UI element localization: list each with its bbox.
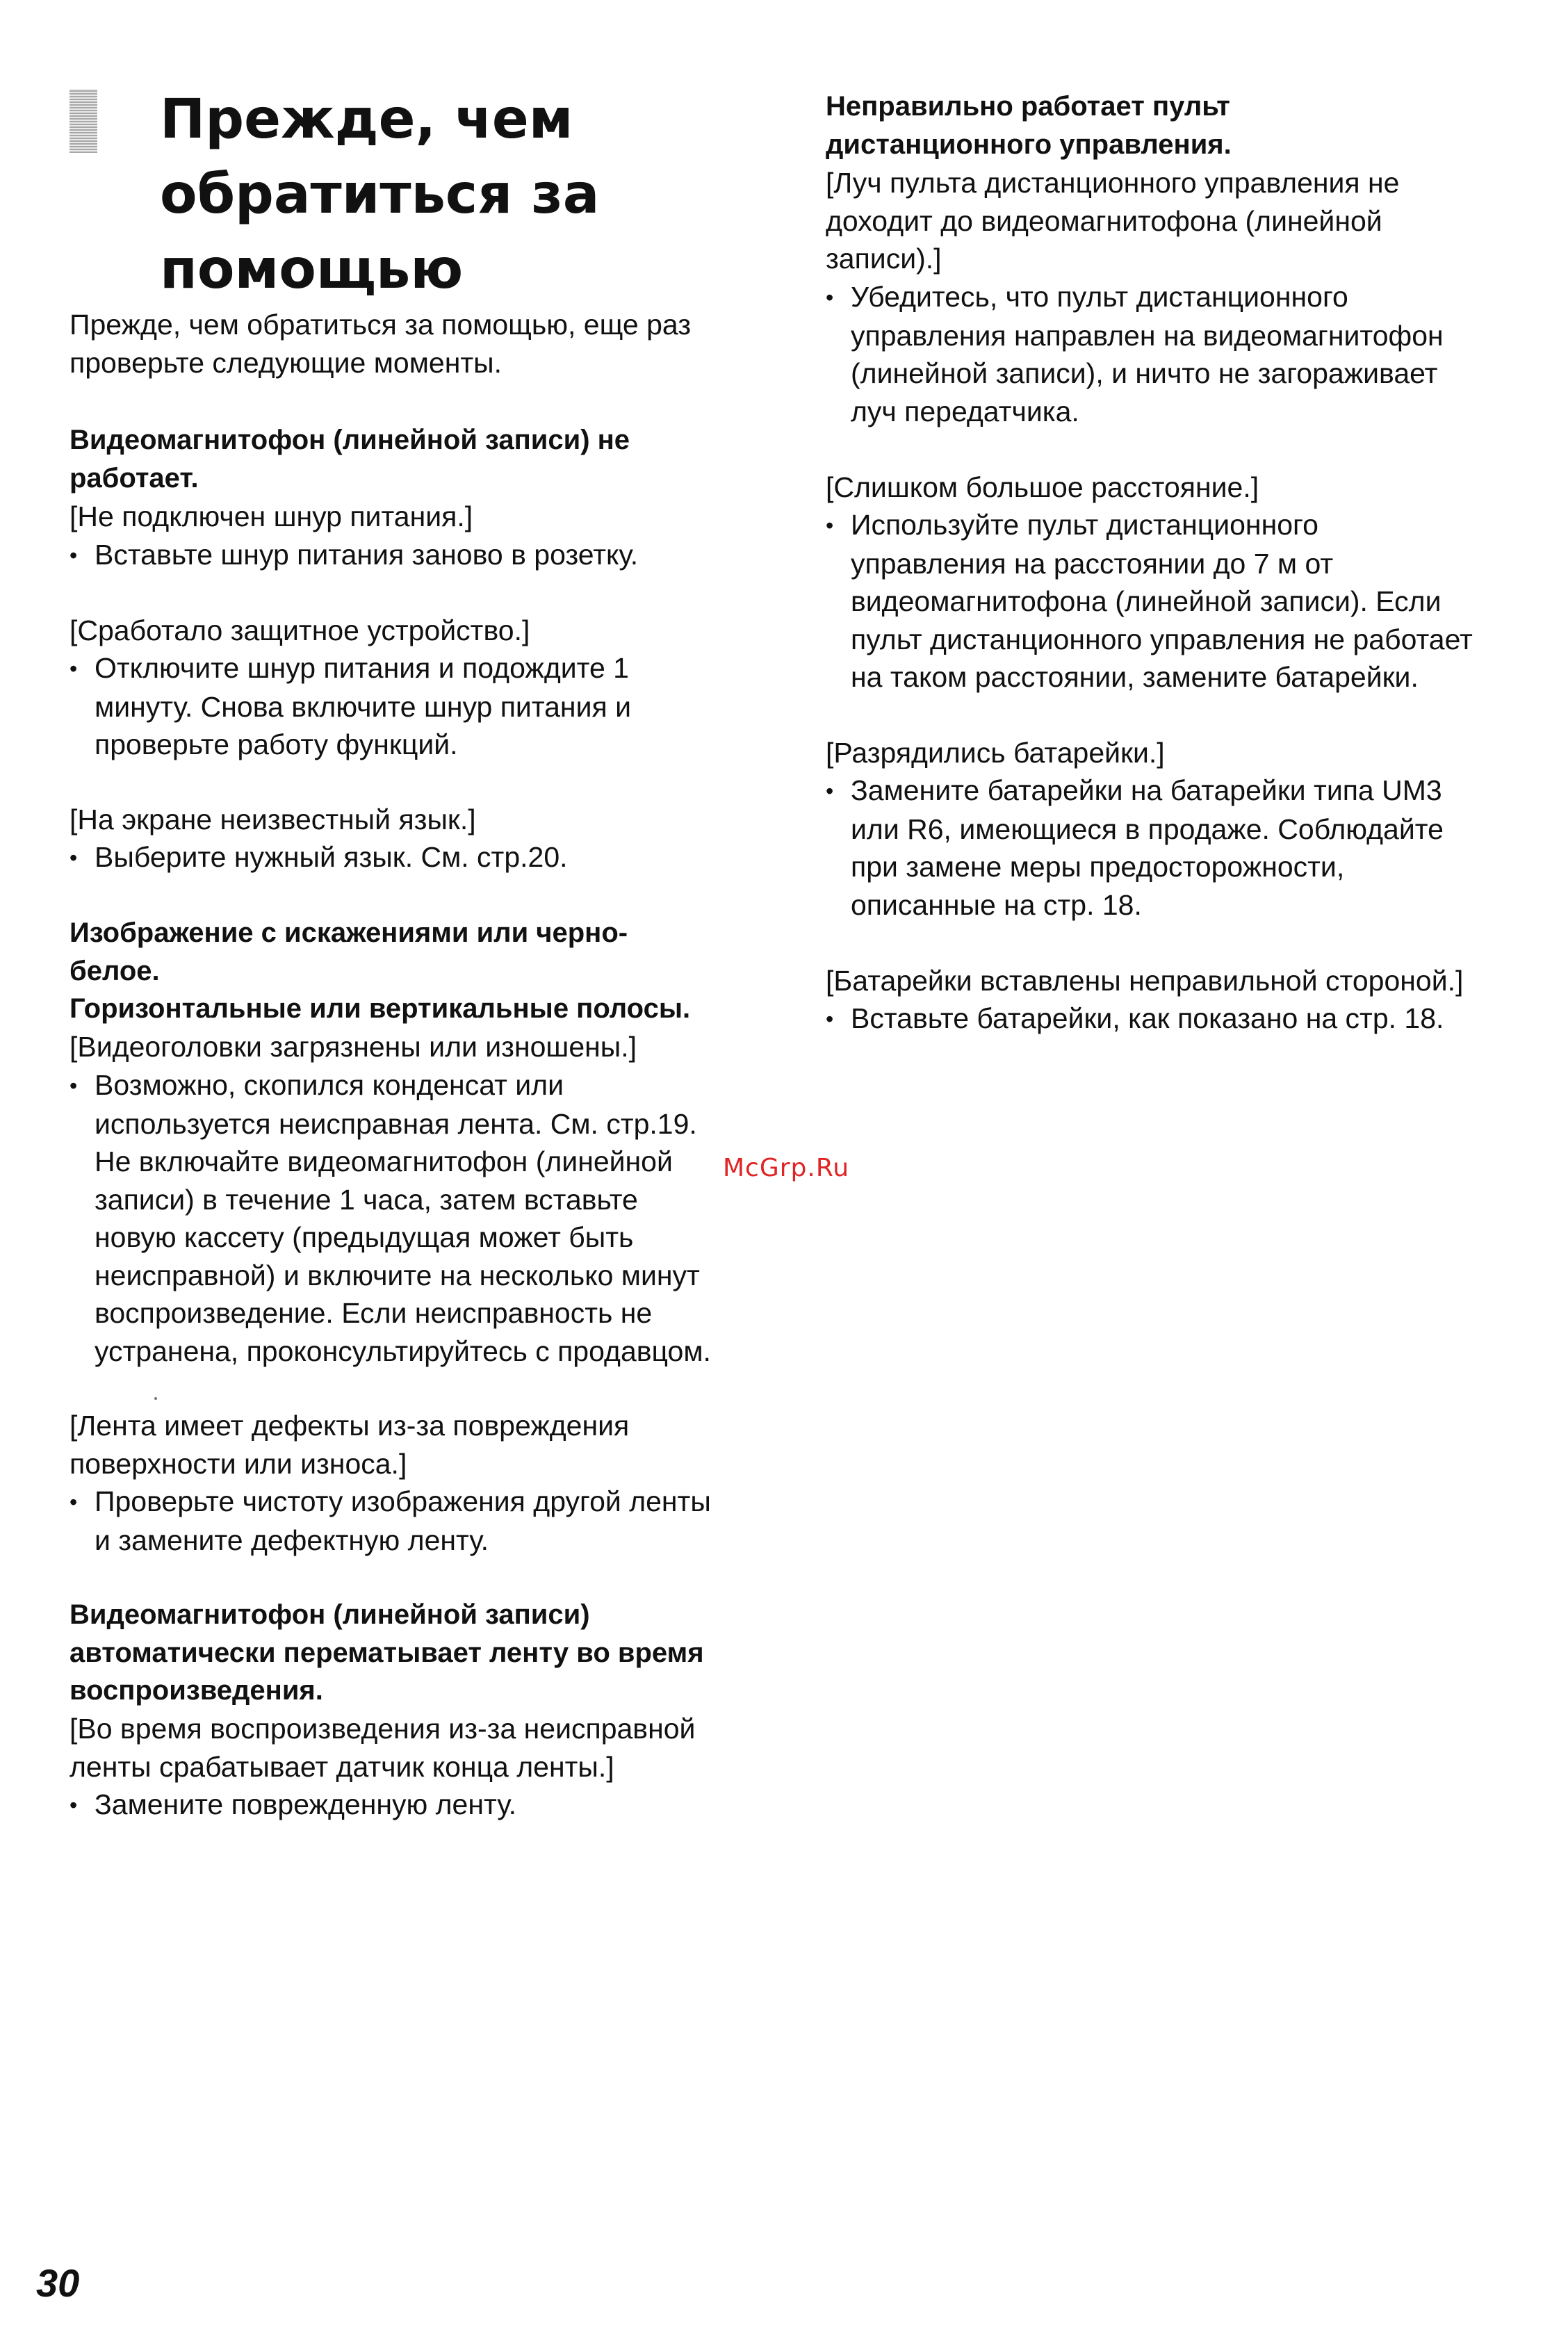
heading-line: воспроизведения. — [70, 1675, 323, 1706]
section-marker-icon — [70, 89, 97, 153]
remedy-line: пульт дистанционного управления не работает — [851, 623, 1473, 655]
heading-line: работает. — [70, 462, 199, 494]
bullet-icon: • — [70, 1490, 78, 1515]
cause-text: [Батарейки вставлены неправильной стороной.] — [826, 965, 1464, 997]
intro-line: проверьте следующие моменты. — [70, 346, 502, 379]
intro-text — [70, 306, 691, 382]
bullet-icon: • — [70, 845, 78, 870]
cause-text: [Разрядились батарейки.] — [826, 737, 1165, 769]
cause-line: [Во время воспроизведения из-за неисправной — [70, 1713, 696, 1745]
cause-line: ленты срабатывает датчик конца ленты.] — [70, 1750, 614, 1783]
remedy-line: устранена, проконсультируйтесь с продавцом. — [95, 1335, 711, 1367]
remedy-line: Замените поврежденную ленту. — [95, 1788, 517, 1820]
remedy-line: описанные на стр. 18. — [851, 888, 1142, 921]
remedy-line: проверьте работу функций. — [95, 728, 458, 760]
cause-line: [Лента имеет дефекты из-за повреждения — [70, 1410, 630, 1442]
cause-line: [Луч пульта дистанционного управления не — [826, 167, 1400, 199]
cause-text: [Сработало защитное устройство.] — [70, 614, 530, 646]
bullet-icon: • — [70, 656, 78, 681]
section-heading-remote-control — [826, 88, 1232, 163]
remedy-item — [70, 536, 638, 575]
cause-line: поверхности или износа.] — [70, 1447, 407, 1480]
remedy-line: новую кассету (предыдущая может быть — [95, 1221, 634, 1253]
scan-speck — [154, 1397, 157, 1400]
remedy-line: луч передатчика. — [851, 395, 1079, 427]
remedy-item — [826, 1000, 1444, 1038]
remedy-line: Не включайте видеомагнитофон (линейной — [95, 1145, 673, 1177]
remedy-line: Убедитесь, что пульт дистанционного — [851, 281, 1348, 313]
heading-line: белое. — [70, 955, 160, 986]
remedy-item — [826, 772, 1444, 924]
remedy-line: Выберите нужный язык. См. стр.20. — [95, 841, 568, 873]
page-title — [160, 82, 758, 307]
remedy-line: Вставьте шнур питания заново в розетку. — [95, 539, 639, 571]
intro-line: Прежде, чем обратиться за помощью, еще раз — [70, 309, 692, 341]
remedy-line: Замените батарейки на батарейки типа UM3 — [851, 774, 1442, 806]
heading-line: автоматически перематывает ленту во время — [70, 1637, 704, 1668]
watermark-text: McGrp.Ru — [723, 1154, 850, 1182]
cause-text — [70, 1407, 629, 1483]
remedy-line: управления направлен на видеомагнитофон — [851, 319, 1444, 352]
bullet-icon: • — [826, 513, 834, 538]
cause-text: [Слишком большое расстояние.] — [826, 471, 1259, 503]
cause-text — [826, 164, 1399, 278]
remedy-item — [70, 1483, 711, 1559]
bullet-icon: • — [70, 1073, 78, 1098]
bullet-icon: • — [70, 543, 78, 568]
remedy-line: Вставьте батарейки, как показано на стр. 18. — [851, 1002, 1444, 1034]
bullet-icon: • — [826, 1006, 834, 1031]
remedy-line: воспроизведение. Если неисправность не — [95, 1297, 653, 1329]
remedy-item — [826, 278, 1444, 430]
remedy-line: записи) в течение 1 часа, затем вставьте — [95, 1183, 638, 1216]
section-heading-not-working — [70, 421, 630, 497]
remedy-item — [70, 1786, 516, 1825]
heading-line: дистанционного управления. — [826, 129, 1232, 160]
page-number: 30 — [36, 2261, 80, 2305]
remedy-line: видеомагнитофона (линейной записи). Если — [851, 585, 1442, 617]
remedy-line: управления на расстоянии до 7 м от — [851, 547, 1334, 580]
remedy-line: Проверьте чистоту изображения другой ленты — [95, 1485, 711, 1517]
cause-line: доходит до видеомагнитофона (линейной — [826, 204, 1382, 237]
heading-line: Неправильно работает пульт — [826, 91, 1230, 122]
cause-line: записи).] — [826, 243, 942, 275]
page-title-line: обратиться за — [160, 163, 600, 226]
cause-text: [Не подключен шнур питания.] — [70, 500, 473, 532]
heading-line: Видеомагнитофон (линейной записи) не — [70, 425, 630, 455]
remedy-item — [70, 649, 631, 764]
heading-line: Изображение с искажениями или черно- — [70, 917, 628, 948]
remedy-line: (линейной записи), и ничто не загораживает — [851, 357, 1438, 389]
remedy-line: при замене меры предосторожности, — [851, 851, 1345, 883]
remedy-line: Возможно, скопился конденсат или — [95, 1069, 564, 1101]
heading-line: Видеомагнитофон (линейной записи) — [70, 1599, 590, 1630]
remedy-item — [70, 1066, 711, 1370]
heading-line: Горизонтальные или вертикальные полосы. — [70, 993, 691, 1024]
remedy-line: используется неисправная лента. См. стр.19. — [95, 1107, 697, 1140]
remedy-line: Отключите шнур питания и подождите 1 — [95, 652, 629, 684]
cause-text: [На экране неизвестный язык.] — [70, 804, 476, 835]
remedy-line: Используйте пульт дистанционного — [851, 509, 1318, 541]
remedy-item — [70, 838, 568, 877]
remedy-line: минуту. Снова включите шнур питания и — [95, 690, 631, 723]
remedy-line: или R6, имеющиеся в продаже. Соблюдайте — [851, 813, 1444, 845]
bullet-icon: • — [70, 1793, 78, 1818]
bullet-icon: • — [826, 285, 834, 310]
title-block — [70, 82, 765, 311]
remedy-line: и замените дефектную ленту. — [95, 1524, 489, 1556]
cause-text: [Видеоголовки загрязнены или изношены.] — [70, 1031, 637, 1063]
remedy-line: на таком расстоянии, замените батарейки. — [851, 661, 1419, 693]
page-title-line: помощью — [160, 238, 464, 301]
remedy-line: неисправной) и включите на несколько минут — [95, 1259, 700, 1291]
cause-text — [70, 1710, 695, 1786]
page-title-line: Прежде, чем — [160, 88, 573, 151]
section-heading-auto-rewind — [70, 1596, 704, 1710]
remedy-item — [826, 506, 1473, 696]
bullet-icon: • — [826, 778, 834, 804]
section-heading-distorted-image — [70, 914, 690, 1028]
